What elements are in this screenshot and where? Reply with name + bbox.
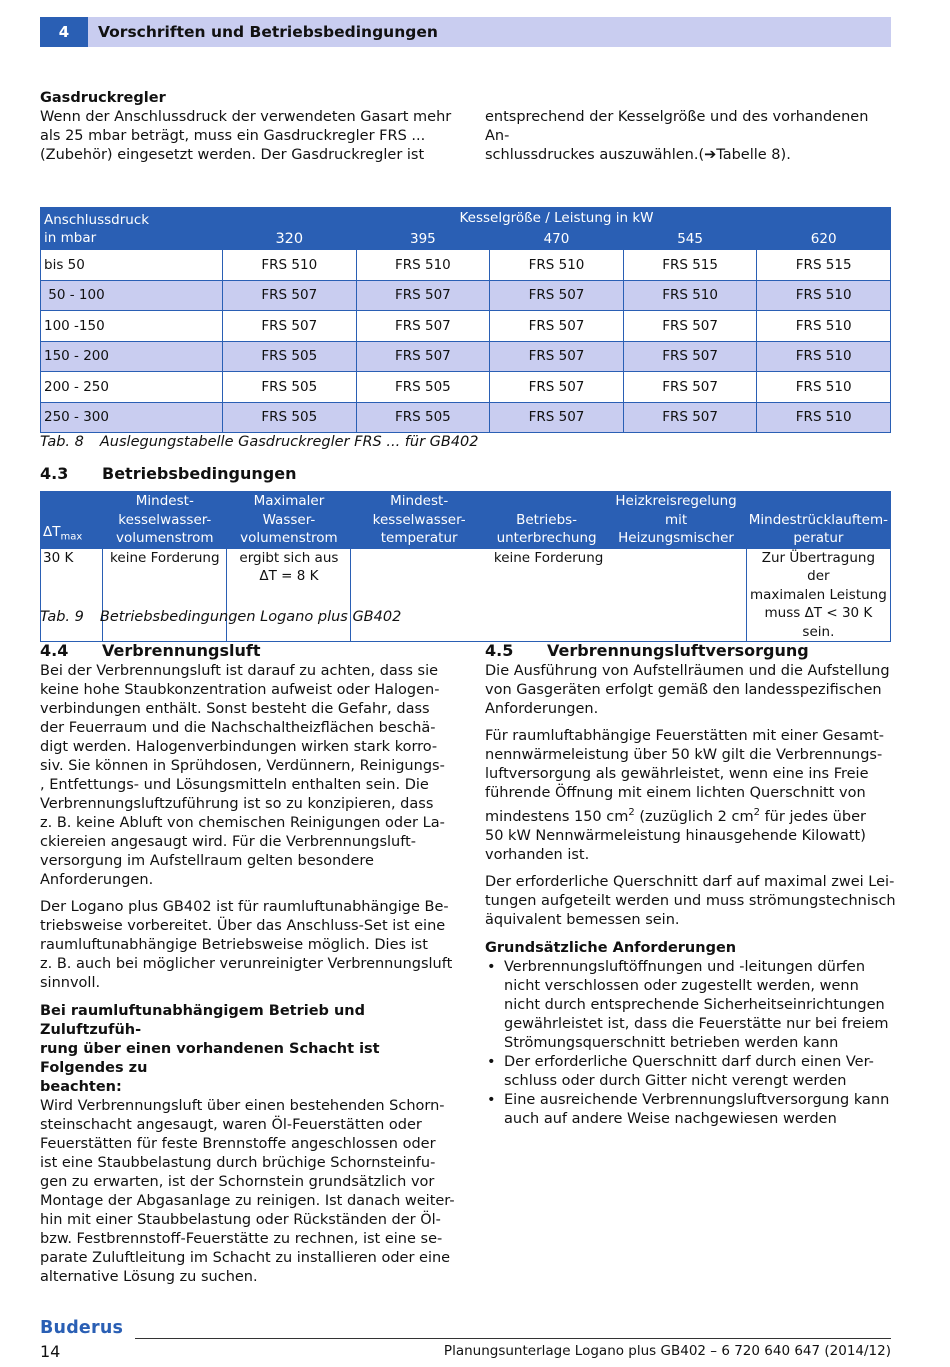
- section-4-5-body: [485, 662, 905, 1129]
- chapter-number: 4: [40, 17, 88, 47]
- table-cell: FRS 507: [356, 341, 490, 372]
- table-cell: FRS 515: [623, 250, 757, 281]
- table-cell: 200 - 250: [41, 372, 223, 403]
- table-cell: FRS 510: [356, 250, 490, 281]
- header-connection-pressure: Anschlussdruck in mbar: [41, 208, 223, 250]
- table-cell: keine Forderung: [351, 548, 746, 642]
- table-row: [41, 341, 891, 372]
- table-cell: FRS 510: [623, 280, 757, 311]
- table-cell: FRS 507: [490, 341, 624, 372]
- gas-right-paragraph: [485, 108, 895, 165]
- table-cell: FRS 505: [223, 372, 357, 403]
- table-cell: Zur Übertragung der maximalen Leistung muss ΔT < 30 K sein.: [746, 548, 890, 642]
- table-cell: FRS 507: [490, 372, 624, 403]
- table-cell: FRS 507: [623, 311, 757, 342]
- table-cell: FRS 510: [223, 250, 357, 281]
- table-cell: FRS 507: [490, 280, 624, 311]
- table-cell: FRS 510: [490, 250, 624, 281]
- text-line: als 25 mbar beträgt, muss ein Gasdruckregler FRS ...: [40, 128, 426, 144]
- table-cell: FRS 510: [757, 280, 891, 311]
- paragraph: Die Ausführung von Aufstellräumen und die Aufstellung von Gasgeräten erfolgt gemäß den landesspezifischen Anforderungen.: [485, 663, 890, 717]
- paragraph: Für raumluftabhängige Feuerstätten mit einer Gesamt- nennwärmeleistung über 50 kW gilt die Verbrennungs- luftversorgung als gewährleistet, wenn eine ins Freie führende Öffnung mit einem lichten Querschnitt von mindestens 150 $cm^2$ (zuzüglich 2 $cm^2$ für jedes über 50 kW Nennwärmeleistung hinausgehende Kilowatt) vorhanden ist.: [485, 727, 905, 865]
- page-number: 14: [40, 1342, 61, 1361]
- table-cell: FRS 507: [356, 280, 490, 311]
- table-cell: FRS 505: [223, 402, 357, 433]
- table-row: [41, 372, 891, 403]
- header-min-return-temp: Mindestrücklauftem- peratur: [746, 492, 890, 549]
- header-size: 395: [356, 229, 490, 250]
- chapter-title: Vorschriften und Betriebsbedingungen: [98, 23, 438, 41]
- table-row: [41, 548, 891, 642]
- table-cell: FRS 507: [356, 311, 490, 342]
- table-row: [41, 280, 891, 311]
- table-cell: FRS 510: [757, 402, 891, 433]
- table-cell: FRS 510: [757, 372, 891, 403]
- table-cell: keine Forderung: [103, 548, 227, 642]
- header-delta-t: $\Delta T_{max}$: [41, 492, 103, 549]
- table-cell: FRS 507: [490, 311, 624, 342]
- paragraph: Wird Verbrennungsluft über einen bestehenden Schorn- steinschacht angesaugt, waren Öl-Feuerstätten oder Feuerstätten für feste Brennstoffe angeschlossen oder ist eine Staubbelastung durch brüchige Schornsteinfu- gen zu erwarten, ist der Schornstein grundsätzlich vor Montage der Abgasanlage zu reinigen. Ist danach weiter- hin mit einer Staubbelastung oder Rückständen der Öl- bzw. Festbrennstoff-Feuerstätte zu rechnen, ist eine se- parate Zuluftleitung im Schacht zu installieren oder eine alternative Lösung zu suchen.: [40, 1098, 455, 1285]
- header-size: 320: [223, 229, 357, 250]
- gas-left-paragraph: [40, 108, 460, 165]
- table-header-row: [41, 492, 891, 549]
- table9-caption: Tab. 9 Betriebsbedingungen Logano plus GB402: [40, 609, 402, 625]
- table-row: [41, 250, 891, 281]
- section-4-5-heading: 4.5 Verbrennungsluftversorgung: [485, 641, 809, 660]
- table-cell: ergibt sich aus ΔT = 8 K: [227, 548, 351, 642]
- header-max-flow: Maximaler Wasser- volumenstrom: [227, 492, 351, 549]
- footer-divider: [135, 1338, 891, 1339]
- text-line: entsprechend der Kesselgröße und des vorhandenen An-: [485, 109, 869, 144]
- table-cell: FRS 510: [757, 311, 891, 342]
- header-circuit-control: Heizkreisregelung mit Heizungsmischer: [606, 492, 746, 549]
- table-cell: FRS 507: [223, 311, 357, 342]
- section-4-4-body: [40, 662, 465, 1287]
- paragraph: Der Logano plus GB402 ist für raumluftunabhängige Be- triebsweise vorbereitet. Über das Anschluss-Set ist eine raumluftunabhängige Betriebsweise möglich. Dies ist z. B. auch bei möglicher verunreinigter Verbrennungsluft sinnvoll.: [40, 899, 453, 991]
- table-row: [41, 402, 891, 433]
- section-4-3-heading: 4.3 Betriebsbedingungen: [40, 464, 297, 483]
- text-line: Wenn der Anschlussdruck der verwendeten Gasart mehr: [40, 109, 452, 125]
- table-cell: FRS 510: [757, 341, 891, 372]
- table-cell: FRS 507: [623, 372, 757, 403]
- requirements-list: [485, 958, 905, 1129]
- table-cell: FRS 507: [623, 341, 757, 372]
- header-size: 545: [623, 229, 757, 250]
- header-min-flow: Mindest- kesselwasser- volumenstrom: [103, 492, 227, 549]
- list-item: • Verbrennungsluftöffnungen und -leitungen dürfen nicht verschlossen oder zugestellt werden, wenn nicht durch entsprechende Sicherheitseinrichtungen gewährleistet ist, dass die Feuerstätte nur bei freiem Strömungsquerschnitt betrieben werden kann: [485, 958, 905, 1053]
- requirements-heading: Grundsätzliche Anforderungen: [485, 939, 737, 956]
- header-size: 620: [757, 229, 891, 250]
- paragraph: Der erforderliche Querschnitt darf auf maximal zwei Lei- tungen aufgeteilt werden und muss strömungstechnisch äquivalent bemessen sein.: [485, 873, 896, 928]
- table-header-row: [41, 208, 891, 229]
- table-cell: FRS 505: [356, 372, 490, 403]
- list-item: • Eine ausreichende Verbrennungsluftversorgung kann auch auf andere Weise nachgewiesen werden: [485, 1091, 905, 1129]
- paragraph: Bei der Verbrennungsluft ist darauf zu achten, dass sie keine hohe Staubkonzentration aufweist oder Halogen- verbindungen enthält. Sonst besteht die Gefahr, dass der Feuerraum und die Nachschaltheizflächen beschä- digt werden. Halogenverbindungen wirken stark korro- siv. Sie können in Sprühdosen, Verdünnern, Reinigungs- , Entfettungs- und Lösungsmitteln enthalten sein. Die Verbrennungsluftzuführung ist so zu konzipieren, dass z. B. keine Abluft von chemischen Reinigungen oder La- ckiereien angesaugt wird. Für die Verbrennungsluft- versorgung im Aufstellraum gelten besondere Anforderungen.: [40, 663, 445, 888]
- table-cell: 150 - 200: [41, 341, 223, 372]
- table-cell: FRS 507: [223, 280, 357, 311]
- table-cell: FRS 505: [223, 341, 357, 372]
- section-4-4-heading: 4.4 Verbrennungsluft: [40, 641, 261, 660]
- document-reference: Planungsunterlage Logano plus GB402 – 6 720 640 647 (2014/12): [443, 1343, 891, 1359]
- text-line: (Zubehör) eingesetzt werden. Der Gasdruckregler ist: [40, 147, 425, 163]
- gas-heading: Gasdruckregler: [40, 90, 166, 106]
- bold-paragraph: Bei raumluftunabhängigem Betrieb und Zuluftzufüh- rung über einen vorhandenen Schacht ist Folgendes zu beachten:: [40, 1003, 380, 1095]
- header-size: 470: [490, 229, 624, 250]
- table-cell: FRS 507: [623, 402, 757, 433]
- table-cell: 250 - 300: [41, 402, 223, 433]
- table-row: [41, 311, 891, 342]
- header-interruption: Betriebs- unterbrechung: [487, 492, 605, 549]
- table-regulator-selection: [40, 207, 891, 433]
- table-cell: bis 50: [41, 250, 223, 281]
- table-cell: 100 -150: [41, 311, 223, 342]
- buderus-logo: Buderus: [40, 1318, 124, 1338]
- header-min-temp: Mindest- kesselwasser- temperatur: [351, 492, 487, 549]
- table-cell: 50 - 100: [41, 280, 223, 311]
- list-item: • Der erforderliche Querschnitt darf durch einen Ver- schluss oder durch Gitter nicht verengt werden: [485, 1053, 905, 1091]
- text-line: schlussdruckes auszuwählen.(➔Tabelle 8).: [485, 147, 791, 163]
- table-cell: FRS 515: [757, 250, 891, 281]
- table-cell: FRS 507: [490, 402, 624, 433]
- table8-caption: Tab. 8 Auslegungstabelle Gasdruckregler FRS ... für GB402: [40, 434, 479, 450]
- table-cell: 30 K: [41, 548, 103, 642]
- table-cell: FRS 505: [356, 402, 490, 433]
- header-boiler-size: Kesselgröße / Leistung in kW: [223, 208, 891, 229]
- text-line: mindestens 150 $cm^2$ (zuzüglich 2 $cm^2$ für jedes über: [485, 807, 866, 825]
